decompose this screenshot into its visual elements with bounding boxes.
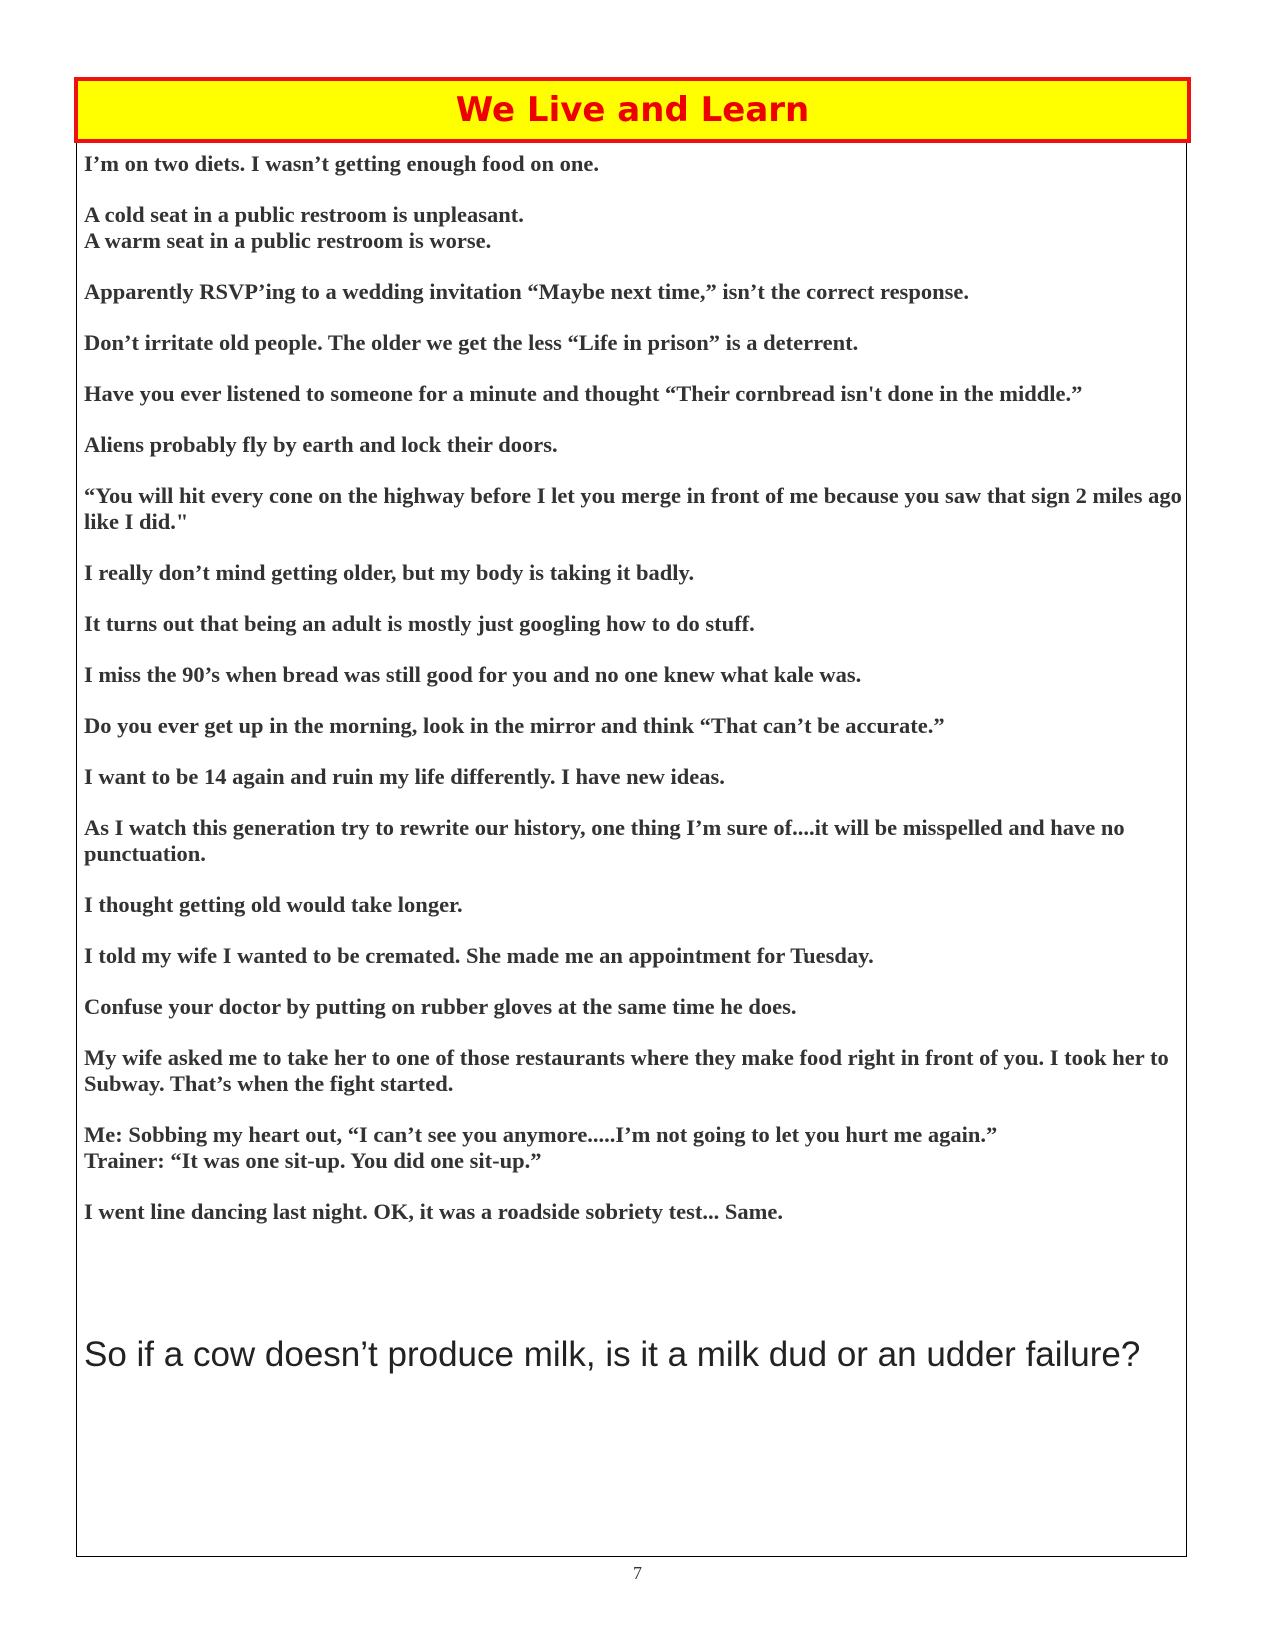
joke-item: A cold seat in a public restroom is unpleasant. A warm seat in a public restroom is worse. — [84, 202, 524, 253]
joke-item: My wife asked me to take her to one of those restaurants where they make food right in front of you. I took her to Subway. That’s when the fight started. — [84, 1045, 1169, 1096]
joke-list — [84, 151, 1184, 1250]
joke-item: I thought getting old would take longer. — [84, 892, 463, 917]
joke-item: Aliens probably fly by earth and lock their doors. — [84, 432, 558, 457]
closing-joke: So if a cow doesn’t produce milk, is it a milk dud or an udder failure? — [84, 1335, 1141, 1374]
joke-item: Me: Sobbing my heart out, “I can’t see you anymore.....I’m not going to let you hurt me again.” Trainer: “It was one sit-up. You did one sit-up.” — [84, 1122, 998, 1173]
page-number: 7 — [633, 1563, 642, 1583]
joke-item: Confuse your doctor by putting on rubber gloves at the same time he does. — [84, 994, 797, 1019]
joke-item: I miss the 90’s when bread was still good for you and no one knew what kale was. — [84, 662, 862, 687]
joke-item: It turns out that being an adult is mostly just googling how to do stuff. — [84, 611, 755, 636]
joke-item: I went line dancing last night. OK, it was a roadside sobriety test... Same. — [84, 1199, 783, 1224]
joke-item: I want to be 14 again and ruin my life differently. I have new ideas. — [84, 764, 725, 789]
joke-item: Apparently RSVP’ing to a wedding invitation “Maybe next time,” isn’t the correct response. — [84, 279, 969, 304]
joke-item: I told my wife I wanted to be cremated. She made me an appointment for Tuesday. — [84, 943, 874, 968]
joke-item: I’m on two diets. I wasn’t getting enough food on one. — [84, 151, 600, 176]
page-title: We Live and Learn — [455, 90, 810, 130]
joke-item: Don’t irritate old people. The older we get the less “Life in prison” is a deterrent. — [84, 330, 859, 355]
joke-item: I really don’t mind getting older, but my body is taking it badly. — [84, 560, 695, 585]
joke-item: “You will hit every cone on the highway before I let you merge in front of me because you saw that sign 2 miles ago like I did." — [84, 483, 1182, 534]
title-banner — [74, 77, 1191, 143]
joke-item: Have you ever listened to someone for a minute and thought “Their cornbread isn't done in the middle.” — [84, 381, 1083, 406]
joke-item: As I watch this generation try to rewrite our history, one thing I’m sure of....it will be misspelled and have no punctuation. — [84, 815, 1125, 866]
joke-item: Do you ever get up in the morning, look in the mirror and think “That can’t be accurate.” — [84, 713, 945, 738]
